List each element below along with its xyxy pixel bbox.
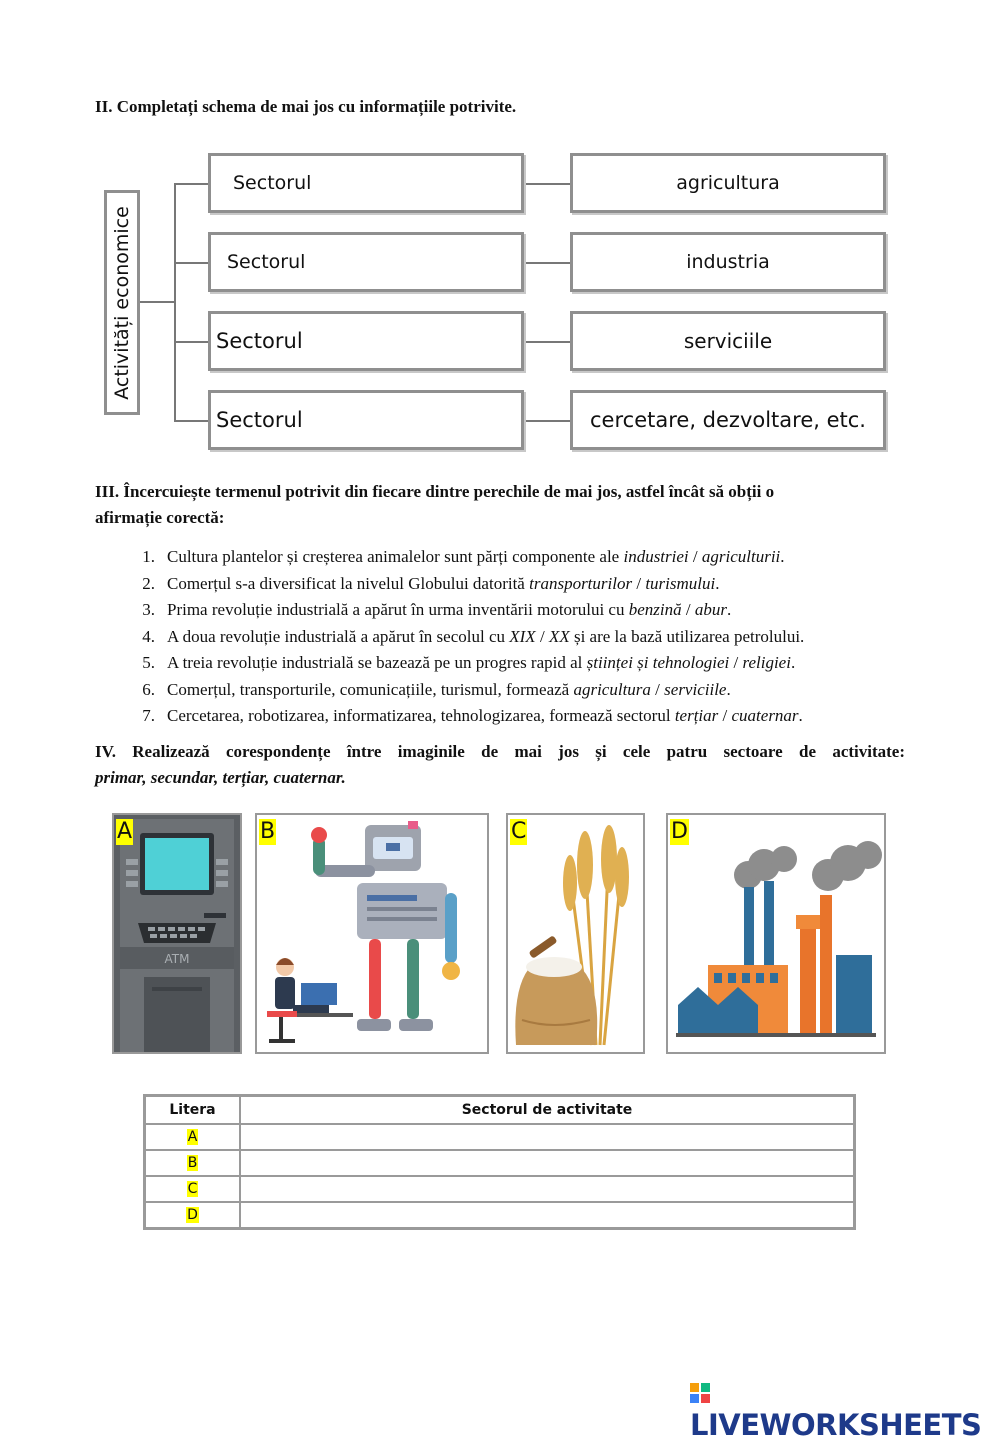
section-3-title-line1: III. Încercuiește termenul potrivit din fiecare dintre perechile de mai jos, astfel încât să obții o — [95, 482, 775, 501]
root-box — [104, 190, 140, 415]
image-letter: C — [511, 819, 527, 844]
sector-box-1[interactable] — [208, 153, 524, 213]
option-b[interactable]: XX — [548, 626, 570, 646]
option-b[interactable]: religiei — [742, 653, 791, 672]
activity-box-3 — [570, 311, 886, 371]
activity-label: serviciile — [683, 329, 773, 353]
option-a[interactable]: benzină — [628, 600, 682, 619]
table-row — [145, 1176, 855, 1202]
section-3-title-line2: afirmație corectă: — [95, 508, 225, 527]
activity-box-1 — [570, 153, 886, 213]
row-letter: B — [187, 1155, 198, 1171]
table-row — [145, 1150, 855, 1176]
statement-list — [95, 544, 925, 730]
wheat-flour-icon — [508, 815, 643, 1052]
table-header-sector: Sectorul de activitate — [240, 1096, 855, 1125]
activity-box-2 — [570, 232, 886, 292]
option-b[interactable]: serviciile — [664, 679, 727, 699]
liveworksheets-logo[interactable] — [690, 1374, 999, 1442]
activity-label: industria — [686, 251, 770, 273]
sector-label: Sectorul — [216, 408, 303, 432]
option-a[interactable]: terțiar — [674, 706, 719, 725]
option-b[interactable]: agriculturii — [701, 547, 781, 566]
statement-item: 4. A doua revoluție industrială a apărut în secolul cu XIX / XX și are la bază utilizarea petrolului. — [142, 626, 805, 646]
row-letter: C — [187, 1181, 198, 1197]
image-c[interactable] — [506, 813, 645, 1054]
statement-item: 5. A treia revoluție industrială se bazează pe un progres rapid al științei și tehnologiei / religiei. — [142, 653, 796, 672]
statement-item: 6. Comerțul, transporturile, comunicațiile, turismul, formează agricultura / serviciile. — [142, 679, 731, 699]
sector-label: Sectorul — [227, 251, 306, 273]
section-2-title: II. Completați schema de mai jos cu informațiile potrivite. — [95, 97, 517, 116]
image-letter: D — [671, 819, 688, 844]
row-letter: D — [187, 1207, 198, 1223]
option-b[interactable]: cuaternar — [731, 706, 799, 725]
factory-icon — [668, 815, 884, 1052]
statement-item: 2. Comerțul s-a diversificat la nivelul Globului datorită transporturilor / turismului. — [142, 573, 720, 593]
option-b[interactable]: turismului — [645, 573, 716, 593]
option-a[interactable]: transporturilor — [529, 573, 633, 593]
answer-cell[interactable] — [240, 1176, 855, 1202]
sector-box-4[interactable] — [208, 390, 524, 450]
row-letter: A — [187, 1129, 198, 1145]
option-a[interactable]: agricultura — [573, 679, 651, 699]
option-a[interactable]: industriei — [623, 547, 689, 566]
statement-item: 3. Prima revoluție industrială a apărut în urma inventării motorului cu benzină / abur. — [142, 600, 732, 619]
image-letter: A — [117, 819, 133, 844]
sector-box-2[interactable] — [208, 232, 524, 292]
svg-text:ATM: ATM — [164, 952, 190, 966]
section-4-title-line2: primar, secundar, terțiar, cuaternar. — [95, 768, 346, 787]
option-b[interactable]: abur — [694, 600, 727, 619]
table-row — [145, 1202, 855, 1229]
activity-label: agricultura — [676, 172, 780, 194]
root-label: Activități economice — [111, 205, 133, 400]
statement-item: 7. Cercetarea, robotizarea, informatizarea, tehnologizarea, formează sectorul terțiar / cuaternar. — [142, 706, 803, 725]
table-header-letter: Litera — [145, 1096, 241, 1125]
atm-machine-icon — [114, 815, 240, 1052]
robot-icon — [257, 815, 487, 1052]
image-letter: B — [260, 819, 276, 844]
image-d[interactable] — [666, 813, 886, 1054]
sector-label: Sectorul — [233, 172, 312, 194]
activity-box-4 — [570, 390, 886, 450]
answer-cell[interactable] — [240, 1124, 855, 1150]
image-b[interactable] — [255, 813, 489, 1054]
section-4-title-line1: IV. Realizează corespondențe între imaginile de mai jos și cele patru sectoare de activitate: — [95, 742, 905, 761]
activity-label: cercetare, dezvoltare, etc. — [590, 408, 866, 432]
option-a[interactable]: XIX — [509, 626, 536, 646]
answer-table — [143, 1094, 856, 1230]
statement-item: 1. Cultura plantelor și creșterea animalelor sunt părți componente ale industriei / agriculturii. — [142, 547, 785, 566]
table-row — [145, 1124, 855, 1150]
sector-label: Sectorul — [216, 329, 303, 353]
answer-cell[interactable] — [240, 1202, 855, 1229]
image-a[interactable] — [112, 813, 242, 1054]
logo-text: LIVEWORKSHEETS — [690, 1408, 982, 1442]
answer-cell[interactable] — [240, 1150, 855, 1176]
liveworksheets-logo-icon — [690, 1383, 710, 1403]
sector-box-3[interactable] — [208, 311, 524, 371]
option-a[interactable]: științei și tehnologiei — [586, 653, 730, 672]
